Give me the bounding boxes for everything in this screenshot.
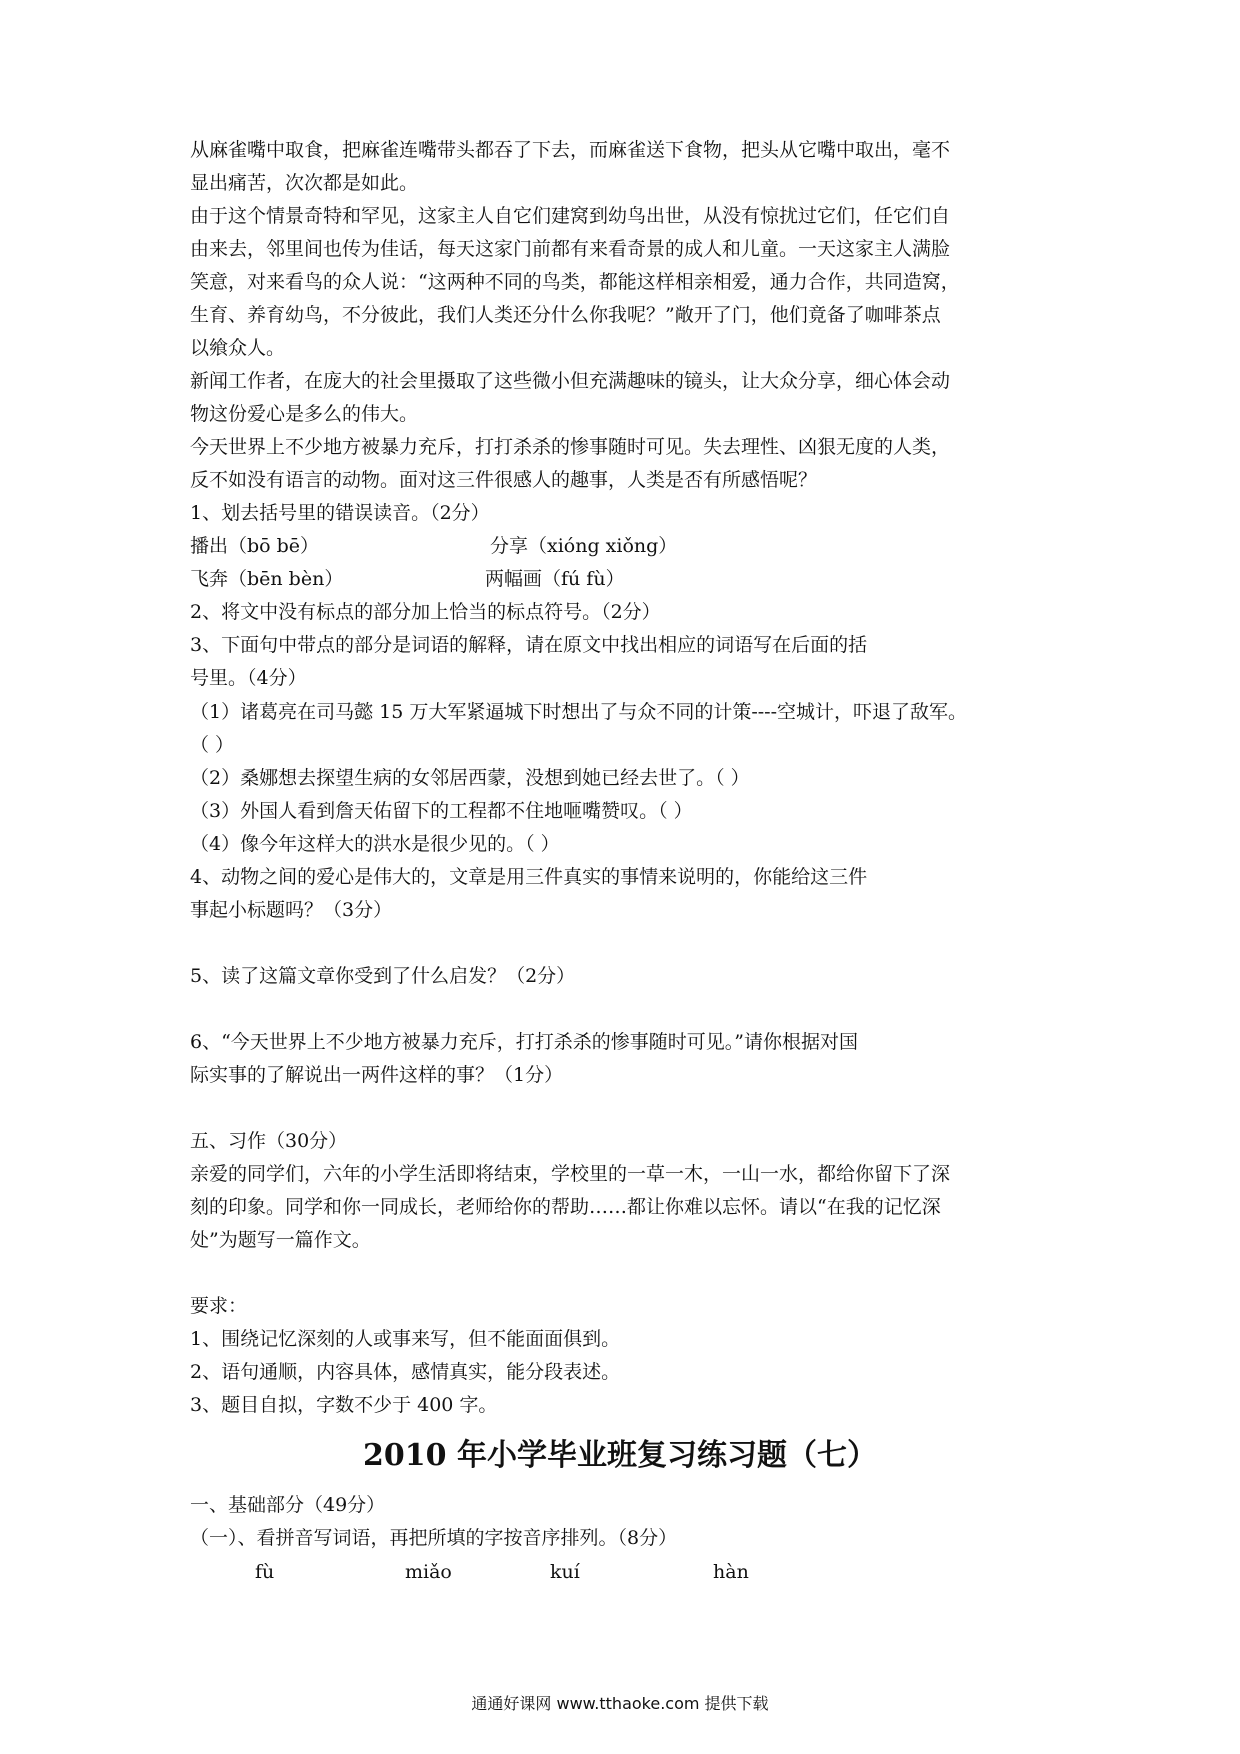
pinyin-prompt: hàn bbox=[713, 1561, 749, 1583]
question-1-item: 飞奔（bēn bèn） bbox=[190, 568, 344, 590]
passage-line: 新闻工作者，在庞大的社会里摄取了这些微小但充满趣味的镜头，让大众分享，细心体会动 bbox=[190, 370, 951, 392]
question-5-label: 5、读了这篇文章你受到了什么启发？（2分） bbox=[190, 965, 576, 987]
requirement-item: 3、题目自拟，字数不少于 400 字。 bbox=[190, 1394, 498, 1416]
question-3-label: 号里。（4分） bbox=[190, 667, 307, 689]
passage-line: 物这份爱心是多么的伟大。 bbox=[190, 403, 419, 425]
passage-line: 生育、养育幼鸟，不分彼此，我们人类还分什么你我呢？”敞开了门，他们竟备了咖啡茶点 bbox=[190, 304, 941, 326]
requirement-item: 2、语句通顺，内容具体，感情真实，能分段表述。 bbox=[190, 1361, 621, 1383]
passage-line: 笑意，对来看鸟的众人说：“这两种不同的鸟类，都能这样相亲相爱，通力合作，共同造窝， bbox=[190, 271, 960, 293]
question-3-item: （2）桑娜想去探望生病的女邻居西蒙，没想到她已经去世了。（ ） bbox=[190, 767, 750, 789]
question-4-label: 事起小标题吗？（3分） bbox=[190, 899, 393, 921]
essay-prompt-line: 刻的印象。同学和你一同成长，老师给你的帮助……都让你难以忘怀。请以“在我的记忆深 bbox=[190, 1196, 941, 1218]
essay-prompt-line: 处”为题写一篇作文。 bbox=[190, 1229, 371, 1251]
passage-line: 今天世界上不少地方被暴力充斥，打打杀杀的惨事随时可见。失去理性、凶狠无度的人类， bbox=[190, 436, 951, 458]
passage-line: 反不如没有语言的动物。面对这三件很感人的趣事，人类是否有所感悟呢？ bbox=[190, 469, 818, 491]
pinyin-prompt: kuí bbox=[550, 1561, 580, 1583]
passage-line: 显出痛苦，次次都是如此。 bbox=[190, 172, 419, 194]
question-2-label: 2、将文中没有标点的部分加上恰当的标点符号。（2分） bbox=[190, 601, 661, 623]
requirements-heading: 要求： bbox=[190, 1295, 248, 1317]
passage-line: 以飨众人。 bbox=[190, 337, 286, 359]
passage-line: 由于这个情景奇特和罕见，这家主人自它们建窝到幼鸟出世，从没有惊扰过它们，任它们自 bbox=[190, 205, 951, 227]
passage-line: 从麻雀嘴中取食，把麻雀连嘴带头都吞了下去，而麻雀送下食物，把头从它嘴中取出，毫不 bbox=[190, 139, 951, 161]
question-1-item: 两幅画（fú fù） bbox=[485, 568, 625, 590]
question-3-item: （1）诸葛亮在司马懿 15 万大军紧逼城下时想出了与众不同的计策----空城计，吓退了敌军。 bbox=[190, 701, 968, 723]
question-1-item: 播出（bō bē） bbox=[190, 535, 320, 557]
pinyin-prompt: fù bbox=[255, 1561, 275, 1583]
question-6-label: 际实事的了解说出一两件这样的事？（1分） bbox=[190, 1064, 564, 1086]
subsection-1-heading: （一）、看拼音写词语，再把所填的字按音序排列。（8分） bbox=[190, 1527, 678, 1549]
page-footer: 通通好课网 www.tthaoke.com 提供下载 bbox=[471, 1694, 769, 1713]
essay-prompt-line: 亲爱的同学们，六年的小学生活即将结束，学校里的一草一木，一山一水，都给你留下了深 bbox=[190, 1163, 951, 1185]
pinyin-prompt: miǎo bbox=[405, 1561, 452, 1583]
question-3-label: 3、下面句中带点的部分是词语的解释，请在原文中找出相应的词语写在后面的括 bbox=[190, 634, 868, 656]
part-1-heading: 一、基础部分（49分） bbox=[190, 1494, 386, 1516]
question-1-label: 1、划去括号里的错误读音。（2分） bbox=[190, 502, 490, 524]
section-5-heading: 五、习作（30分） bbox=[190, 1130, 348, 1152]
exam-title: 2010 年小学毕业班复习练习题（七） bbox=[363, 1438, 877, 1473]
question-3-blank: （ ） bbox=[190, 734, 235, 756]
question-4-label: 4、动物之间的爱心是伟大的，文章是用三件真实的事情来说明的，你能给这三件 bbox=[190, 866, 868, 888]
question-1-item: 分享（xióng xiǒng） bbox=[490, 535, 678, 557]
question-3-item: （4）像今年这样大的洪水是很少见的。（ ） bbox=[190, 833, 560, 855]
requirement-item: 1、围绕记忆深刻的人或事来写，但不能面面俱到。 bbox=[190, 1328, 621, 1350]
passage-line: 由来去，邻里间也传为佳话，每天这家门前都有来看奇景的成人和儿童。一天这家主人满脸 bbox=[190, 238, 951, 260]
question-3-item: （3）外国人看到詹天佑留下的工程都不住地咂嘴赞叹。（ ） bbox=[190, 800, 693, 822]
question-6-label: 6、“今天世界上不少地方被暴力充斥，打打杀杀的惨事随时可见。”请你根据对国 bbox=[190, 1031, 859, 1053]
